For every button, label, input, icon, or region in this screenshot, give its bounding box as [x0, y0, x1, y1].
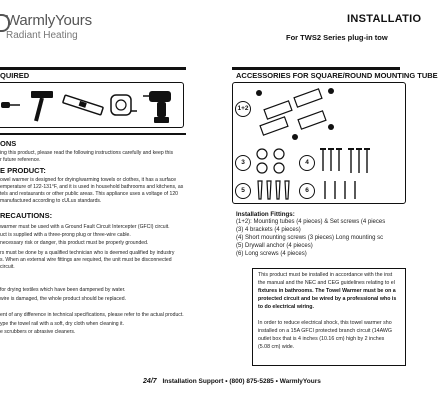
- instructions-line: ing this product, please read the following instructions carefully and keep this: [0, 150, 174, 156]
- accessories-section-bar: [232, 67, 400, 70]
- level-icon: [61, 91, 105, 121]
- product-line: manufactured according to cULus standards.: [0, 198, 102, 204]
- drill-icon: [143, 87, 179, 125]
- tools-section-bar: [0, 67, 186, 70]
- callout-4: 4: [299, 155, 315, 171]
- hammer-icon: [27, 89, 57, 123]
- document-title: INSTALLATIO: [347, 13, 422, 25]
- notice-line: to do electrical wiring.: [258, 304, 314, 310]
- accessories-section-title: ACCESSORIES FOR SQUARE/ROUND MOUNTING TUBE: [236, 71, 438, 80]
- precaution-line: rs must be done by a qualified technician who is deemed qualified by industry: [0, 250, 175, 256]
- precaution-line: warmer must be used with a Ground Fault Circuit Intercepter (GFCI) circuit.: [0, 224, 170, 230]
- screwdriver-icon: [1, 99, 21, 111]
- callout-3: 3: [235, 155, 251, 171]
- instructions-line: r future reference.: [0, 157, 41, 163]
- precaution-line: uct is supplied with a three-prong plug or three-wire cable.: [0, 232, 131, 238]
- accessories-box: [232, 82, 406, 204]
- precaution-line: wire is damaged, the whole product should be replaced.: [0, 296, 127, 302]
- fitting-line: (1+2): Mounting tubes (4 pieces) & Set screws (4 pieces: [236, 219, 386, 225]
- mounting-screws-illustration: [317, 147, 403, 175]
- notice-line: installed on a 15A GFCI protected branch circuit (14AWG: [258, 328, 393, 334]
- document-subtitle: For TWS2 Series plug-in tow: [286, 33, 388, 42]
- instructions-bar: [0, 133, 186, 135]
- precaution-line: e scrubbers or abrasive cleaners.: [0, 329, 76, 335]
- brand-tagline: Radiant Heating: [6, 30, 78, 41]
- precautions-heading: RECAUTIONS:: [0, 211, 53, 220]
- long-screws-illustration: [317, 179, 367, 201]
- callout-5: 5: [235, 183, 251, 199]
- product-line: owel warmer is designed for drying/warming towels or clothes, it has a surface: [0, 177, 177, 183]
- notice-line: This product must be installed in accordance with the inst: [258, 272, 393, 278]
- fitting-line: (6) Long screws (4 pieces): [236, 251, 307, 257]
- precaution-line: necessary risk or danger, this product must be properly grounded.: [0, 240, 149, 246]
- brackets-illustration: [255, 147, 289, 175]
- fitting-line: (4) Short mounting screws (3 pieces) Long mounting sc: [236, 235, 384, 241]
- fittings-heading: Installation Fittings:: [236, 211, 295, 218]
- notice-line: (5.08 cm) wide.: [258, 344, 295, 350]
- product-line: tels and restaurants or other public areas. This appliance uses a voltage of 120: [0, 191, 179, 197]
- notice-line: protected circuit and be wired by a professional who is: [258, 296, 397, 302]
- installation-notice-box: [252, 268, 406, 366]
- precaution-line: ent of any difference in technical specifications, please refer to the actual product.: [0, 312, 184, 318]
- precaution-line: for drying textiles which have been dampened by water.: [0, 287, 126, 293]
- fitting-line: (5) Drywall anchor (4 pieces): [236, 243, 313, 249]
- precaution-line: s. When an external wire fittings are required, the unit must be disconnected: [0, 257, 172, 263]
- notice-line: the manual and the NEC and CEG guidelines relating to el: [258, 280, 395, 286]
- brand-name: WarmlyYours: [6, 12, 92, 29]
- support-footer-text: Installation Support • (800) 875-5285 • WarmlyYours: [162, 378, 321, 385]
- precaution-line: ype the towel rail with a soft, dry cloth when cleaning it.: [0, 321, 125, 327]
- mounting-tubes-illustration: [255, 87, 337, 141]
- drywall-anchors-illustration: [255, 179, 293, 201]
- precaution-line: circuit.: [0, 264, 15, 270]
- fitting-line: (3) 4 brackets (4 pieces): [236, 227, 301, 233]
- support-247-logo: 24/7: [143, 378, 157, 385]
- tools-section-title: QUIRED: [0, 71, 30, 80]
- notice-line: In order to reduce electrical shock, this towel warmer sho: [258, 320, 392, 326]
- notice-line: fixtures in bathrooms. The Towel Warmer must be on a: [258, 288, 396, 294]
- tape-measure-icon: [107, 91, 137, 121]
- instructions-heading: ONS: [0, 139, 17, 148]
- support-footer: [143, 378, 321, 385]
- callout-6: 6: [299, 183, 315, 199]
- product-heading: E PRODUCT:: [0, 166, 46, 175]
- callout-1-2: 1+2: [235, 101, 251, 117]
- product-line: emperature of 122-131°F, and it is used in household bathrooms and kitchens, as: [0, 184, 184, 190]
- notice-line: outlet box that is 4 inches (10.16 cm) high by 2 inches: [258, 336, 385, 342]
- tools-box: [0, 82, 184, 128]
